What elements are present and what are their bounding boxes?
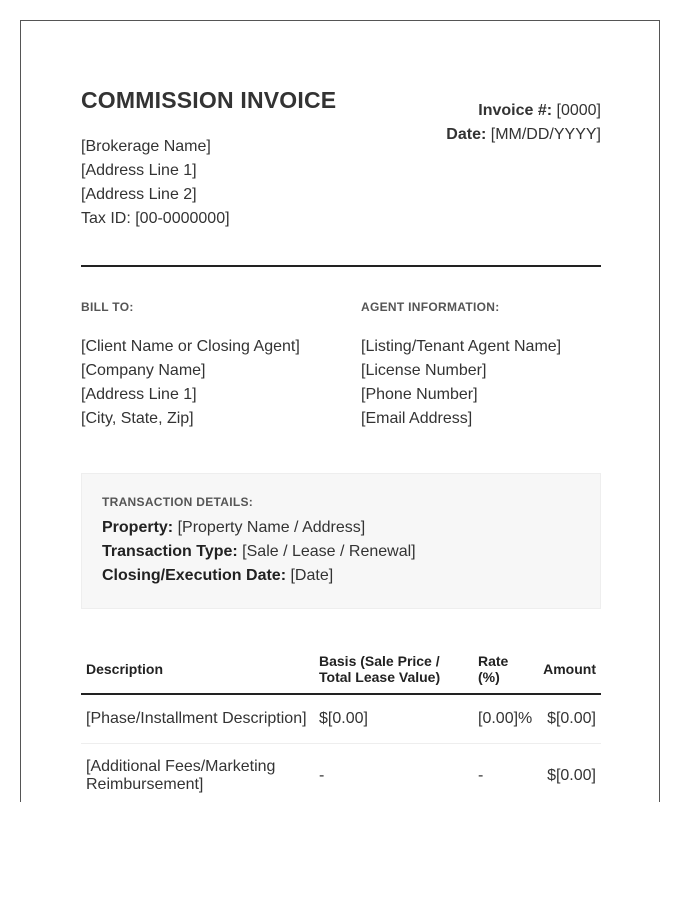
transaction-type-value: [Sale / Lease / Renewal]: [237, 543, 416, 560]
table-row: [81, 694, 601, 744]
row-description: [Phase/Installment Description]: [81, 694, 314, 744]
row-rate: -: [478, 767, 484, 784]
row-description-line-1: [Additional Fees/Marketing: [86, 758, 276, 775]
agent-name: [Listing/Tenant Agent Name]: [361, 338, 562, 355]
property-value: [Property Name / Address]: [173, 519, 366, 536]
bill-to-client: [Client Name or Closing Agent]: [81, 338, 300, 355]
column-header-amount: Amount: [537, 645, 601, 694]
row-rate: [0.00]%: [473, 694, 537, 744]
invoice-number: [446, 99, 601, 123]
basis-header-line-2: Total Lease Value): [319, 669, 441, 685]
brokerage-name: [Brokerage Name]: [81, 138, 211, 155]
invoice-number-label: Invoice #:: [478, 102, 553, 119]
brokerage-address-line-1: [Address Line 1]: [81, 162, 197, 179]
bill-to-city-state-zip: [City, State, Zip]: [81, 410, 194, 427]
transaction-closing-date: [102, 564, 580, 588]
transaction-property: [102, 516, 580, 540]
agent-information-label: AGENT INFORMATION:: [361, 300, 500, 314]
agent-information-lines: [361, 335, 621, 431]
brokerage-block: [81, 135, 230, 231]
row-description: [81, 744, 314, 803]
invoice-page: [20, 20, 660, 802]
line-items-table: [81, 645, 601, 802]
page-title: COMMISSION INVOICE: [81, 87, 337, 113]
property-label: Property:: [102, 519, 174, 536]
agent-license: [License Number]: [361, 362, 487, 379]
rate-header-line-2: (%): [478, 669, 500, 685]
bill-to-address: [Address Line 1]: [81, 386, 197, 403]
table-header-row: [81, 645, 601, 694]
bill-to-lines: [81, 335, 341, 431]
row-description-line-2: Reimbursement]: [86, 776, 204, 793]
column-header-description: Description: [81, 645, 314, 694]
invoice-date: [446, 123, 601, 147]
header-divider: [81, 265, 601, 267]
transaction-type: [102, 540, 580, 564]
agent-phone: [Phone Number]: [361, 386, 478, 403]
transaction-details-label: TRANSACTION DETAILS:: [102, 495, 254, 509]
closing-date-value: [Date]: [286, 567, 334, 584]
table-row: [81, 744, 601, 803]
bill-to-company: [Company Name]: [81, 362, 206, 379]
invoice-number-value: [0000]: [552, 102, 601, 119]
agent-email: [Email Address]: [361, 410, 473, 427]
brokerage-tax-id: Tax ID: [00-0000000]: [81, 210, 230, 227]
agent-information-section: [361, 299, 621, 431]
transaction-details-box: [81, 473, 601, 609]
row-amount: $[0.00]: [537, 694, 601, 744]
transaction-type-label: Transaction Type:: [102, 543, 238, 560]
closing-date-label: Closing/Execution Date:: [102, 567, 287, 584]
rate-header-line-1: Rate: [478, 653, 509, 669]
bill-to-section: [81, 299, 341, 431]
row-amount: $[0.00]: [547, 767, 596, 784]
invoice-date-value: [MM/DD/YYYY]: [486, 126, 601, 143]
row-basis: -: [319, 767, 325, 784]
invoice-meta: [446, 99, 601, 147]
bill-to-label: BILL TO:: [81, 300, 134, 314]
brokerage-address-line-2: [Address Line 2]: [81, 186, 197, 203]
column-header-rate: [473, 645, 537, 694]
basis-header-line-1: Basis (Sale Price /: [319, 653, 440, 669]
invoice-date-label: Date:: [446, 126, 487, 143]
row-basis: $[0.00]: [314, 694, 473, 744]
column-header-basis: [314, 645, 473, 694]
invoice-header: [81, 87, 601, 267]
